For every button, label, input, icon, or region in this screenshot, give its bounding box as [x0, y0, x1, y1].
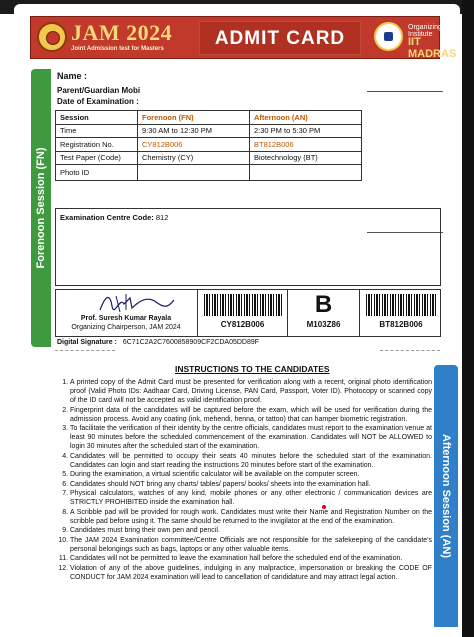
table-row: [56, 151, 362, 165]
exam-centre-line: [60, 213, 168, 222]
set-code-cell: [288, 290, 360, 336]
list-item: 1. A printed copy of the Admit Card must be presented for verification along with a recent, original photo identification proof (Valid Photo IDs: Aadhaar Card, Driving License, PAN Card, Passport, Voter ID). Photocopy or scanned copy of the ID card will not be accepted as valid identification proof.: [70, 378, 432, 405]
signature-cell: [56, 290, 198, 336]
table-cell: 2:30 PM to 5:30 PM: [250, 124, 362, 138]
exam-date-label: Date of Examination :: [57, 97, 139, 106]
table-row: [56, 165, 362, 181]
digital-signature-label: Digital Signature :: [57, 339, 117, 346]
list-item: 10. The JAM 2024 Examination committee/Centre Officials are not responsible for the safekeeping of the candidate's personal belongings such as bags, laptops or any other valuable items.: [70, 536, 432, 554]
list-item: 7. Physical calculators, watches of any kind, mobile phones or any other electronic / communication devices are STRICTLY PROHIBITED inside the examination hall.: [70, 489, 432, 507]
table-row: [56, 124, 362, 138]
afternoon-session-tab: [434, 365, 458, 627]
signatory-role: Organizing Chairperson, JAM 2024: [71, 324, 181, 331]
fn-barcode-icon: [204, 294, 282, 316]
instructions-list: [56, 378, 432, 582]
table-cell: Test Paper (Code): [56, 151, 138, 165]
fn-barcode-cell: [198, 290, 288, 336]
an-barcode-icon: [366, 294, 436, 316]
table-cell: Time: [56, 124, 138, 138]
table-cell: CY812B006: [138, 138, 250, 152]
list-item: 2. Fingerprint data of the candidates will be captured before the exam, which will be used for verification during the admission process. Avoid any coating (ink, mehendi, henna, or tattoo) that can hamper biometric registration.: [70, 406, 432, 424]
table-cell: Chemistry (CY): [138, 151, 250, 165]
red-dot-mark: [322, 505, 326, 509]
list-item: 12. Violation of any of the above guidelines, indulging in any malpractice, impersonation or breaking the CODE OF CONDUCT for JAM 2024 examination will lead to cancellation of candidature and may attract legal action.: [70, 564, 432, 582]
cut-line-divider: [55, 350, 115, 351]
table-row: [56, 138, 362, 152]
session-table: [55, 110, 362, 181]
table-cell: Photo ID: [56, 165, 138, 181]
table-cell: 9:30 AM to 12:30 PM: [138, 124, 250, 138]
digital-signature-line: [57, 339, 259, 346]
parent-mobile-label: Parent/Guardian Mobi: [57, 86, 141, 95]
table-header-cell: Forenoon (FN): [138, 111, 250, 125]
fn-barcode-text: CY812B006: [220, 320, 265, 329]
exam-centre-label: Examination Centre Code:: [60, 213, 154, 222]
forenoon-session-tab: [31, 69, 51, 347]
set-letter: B: [314, 291, 333, 318]
an-barcode-text: BT812B006: [379, 320, 423, 329]
table-header-cell: Afternoon (AN): [250, 111, 362, 125]
admit-card-title: ADMIT CARD: [214, 28, 346, 49]
table-cell: Biotechnology (BT): [250, 151, 362, 165]
list-item: 9. Candidates must bring their own pen and pencil.: [70, 526, 432, 535]
photo-area-line: [367, 91, 443, 92]
table-cell: [138, 165, 250, 181]
signatory-name: Prof. Suresh Kumar Rayala: [80, 315, 172, 322]
table-cell: BT812B006: [250, 138, 362, 152]
name-label: Name :: [57, 71, 88, 81]
afternoon-session-label: Afternoon Session (AN): [440, 433, 452, 559]
handwritten-signature-icon: [96, 290, 176, 316]
list-item: 3. To facilitate the verification of their identity by the centre officials, candidates must report to the examination venue at least 90 minutes before the scheduled commencement of the examination. Candidates will NOT be ALLOWED to login 30 minutes after the scheduled start of the examination.: [70, 424, 432, 451]
admit-card-title-box: [199, 21, 361, 55]
exam-centre-box: [55, 208, 441, 286]
jam-logo-icon: [37, 22, 67, 52]
page-right-edge: [462, 0, 474, 637]
table-header-cell: Session: [56, 111, 138, 125]
jam-title: JAM 2024: [71, 20, 173, 45]
list-item: 8. A Scribble pad will be provided for rough work. Candidates must write their Name and Registration Number on the scribble pad before using it. The same should be returned to the invigilator at the end of the examination.: [70, 508, 432, 526]
list-item: 4. Candidates will be permitted to occupy their seats 40 minutes before the scheduled start of the examination. Candidates can login and start reading the instructions 20 minutes before start of the examination.: [70, 452, 432, 470]
table-header-row: [56, 111, 362, 125]
header-banner: [30, 16, 457, 60]
instructions-title: INSTRUCTIONS TO THE CANDIDATES: [175, 364, 330, 374]
forenoon-session-label: Forenoon Session (FN): [35, 147, 47, 269]
jam-subtitle: Joint Admission test for Masters: [71, 46, 164, 52]
digital-signature-value: 6C71C2A2C7600858909CF2CDA05DD89F: [122, 339, 260, 346]
iit-madras-logo-icon: [374, 22, 403, 51]
list-item: 6. Candidates should NOT bring any charts/ tables/ papers/ books/ sheets into the examination hall.: [70, 480, 432, 489]
cut-line-divider: [380, 350, 440, 351]
table-cell: Registration No.: [56, 138, 138, 152]
table-cell: [250, 165, 362, 181]
organizing-institute-label: Organizing Institute: [408, 24, 442, 38]
signature-barcode-strip: [55, 289, 441, 337]
list-item: 5. During the examination, a virtual scientific calculator will be available on the computer screen.: [70, 470, 432, 479]
list-item: 11. Candidates will not be permitted to leave the examination hall before the scheduled end of the examination.: [70, 554, 432, 563]
page-top-edge: [0, 0, 474, 14]
an-barcode-cell: [360, 290, 442, 336]
set-code-text: M103Z86: [306, 320, 341, 329]
exam-centre-code: 812: [155, 213, 169, 222]
organizing-institute-name: IIT MADRAS: [408, 36, 457, 60]
